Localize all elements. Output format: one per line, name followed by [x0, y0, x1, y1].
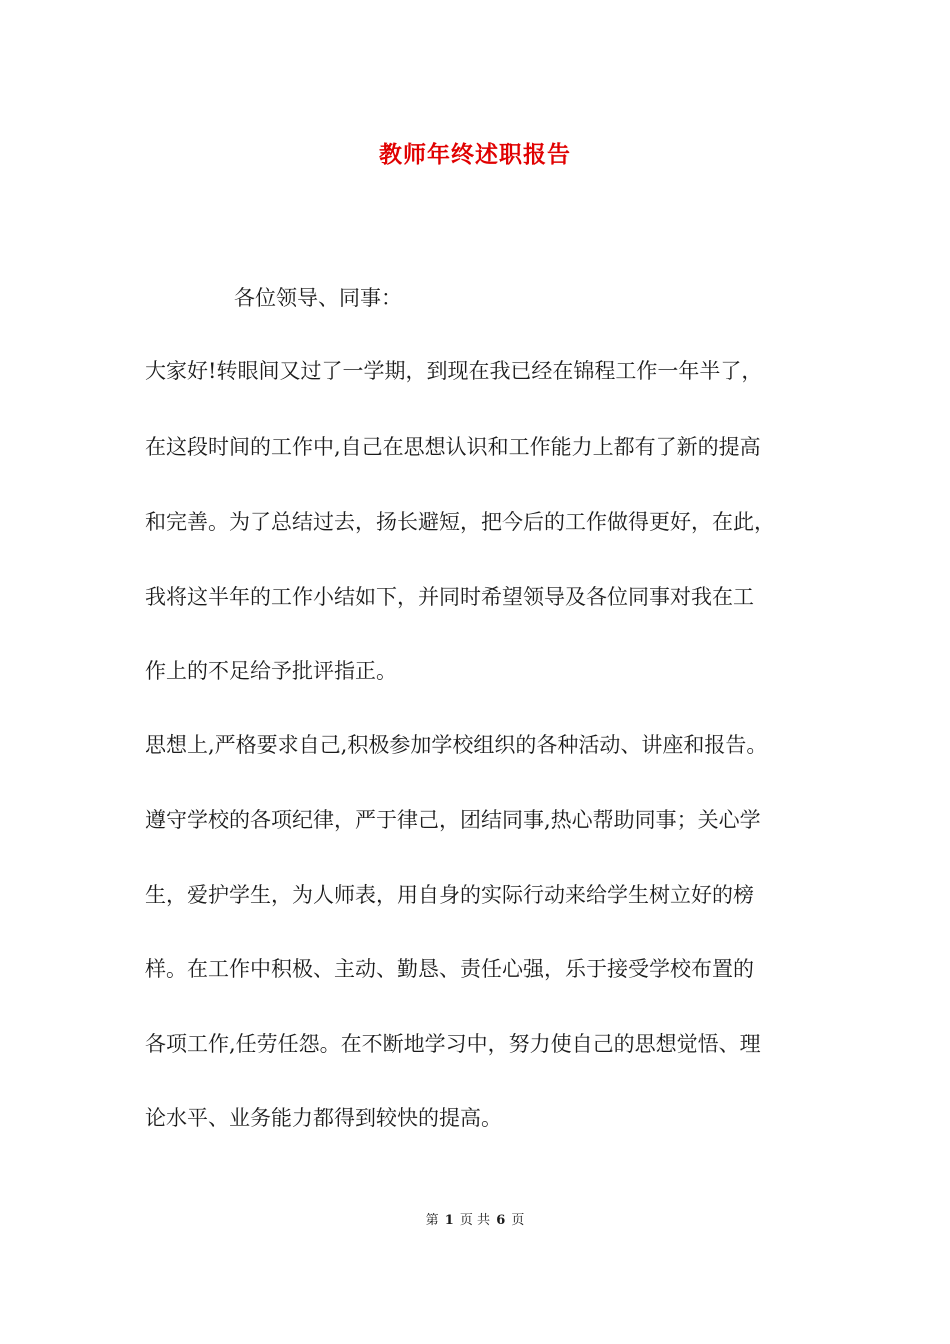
salutation: 各位领导、同事： — [234, 286, 402, 310]
body-line-6: 思想上,严格要求自己,积极参加学校组织的各种活动、讲座和报告。 — [145, 733, 768, 757]
body-line-4: 我将这半年的工作小结如下，并同时希望领导及各位同事对我在工 — [145, 585, 754, 609]
body-line-5: 作上的不足给予批评指正。 — [145, 659, 397, 683]
body-line-3: 和完善。为了总结过去，扬长避短，把今后的工作做得更好，在此， — [145, 510, 775, 534]
body-line-7: 遵守学校的各项纪律，严于律己，团结同事,热心帮助同事；关心学 — [145, 808, 761, 832]
body-line-11: 论水平、业务能力都得到较快的提高。 — [145, 1106, 502, 1130]
body-line-1: 大家好!转眼间又过了一学期，到现在我已经在锦程工作一年半了， — [145, 359, 763, 383]
page-footer — [0, 1209, 950, 1228]
body-line-9: 样。在工作中积极、主动、勤恳、责任心强，乐于接受学校布置的 — [145, 957, 754, 981]
body-line-10: 各项工作,任劳任怨。在不断地学习中，努力使自己的思想觉悟、理 — [145, 1032, 761, 1056]
footer-middle: 页 共 — [459, 1213, 491, 1228]
body-line-2: 在这段时间的工作中,自己在思想认识和工作能力上都有了新的提高 — [145, 435, 761, 459]
document-title: 教师年终述职报告 — [379, 141, 571, 168]
footer-prefix: 第 — [425, 1213, 439, 1228]
body-line-8: 生，爱护学生，为人师表，用自身的实际行动来给学生树立好的榜 — [145, 883, 754, 907]
footer-suffix: 页 — [511, 1213, 525, 1228]
footer-total-pages: 6 — [496, 1213, 506, 1228]
footer-page-number: 1 — [444, 1213, 454, 1228]
